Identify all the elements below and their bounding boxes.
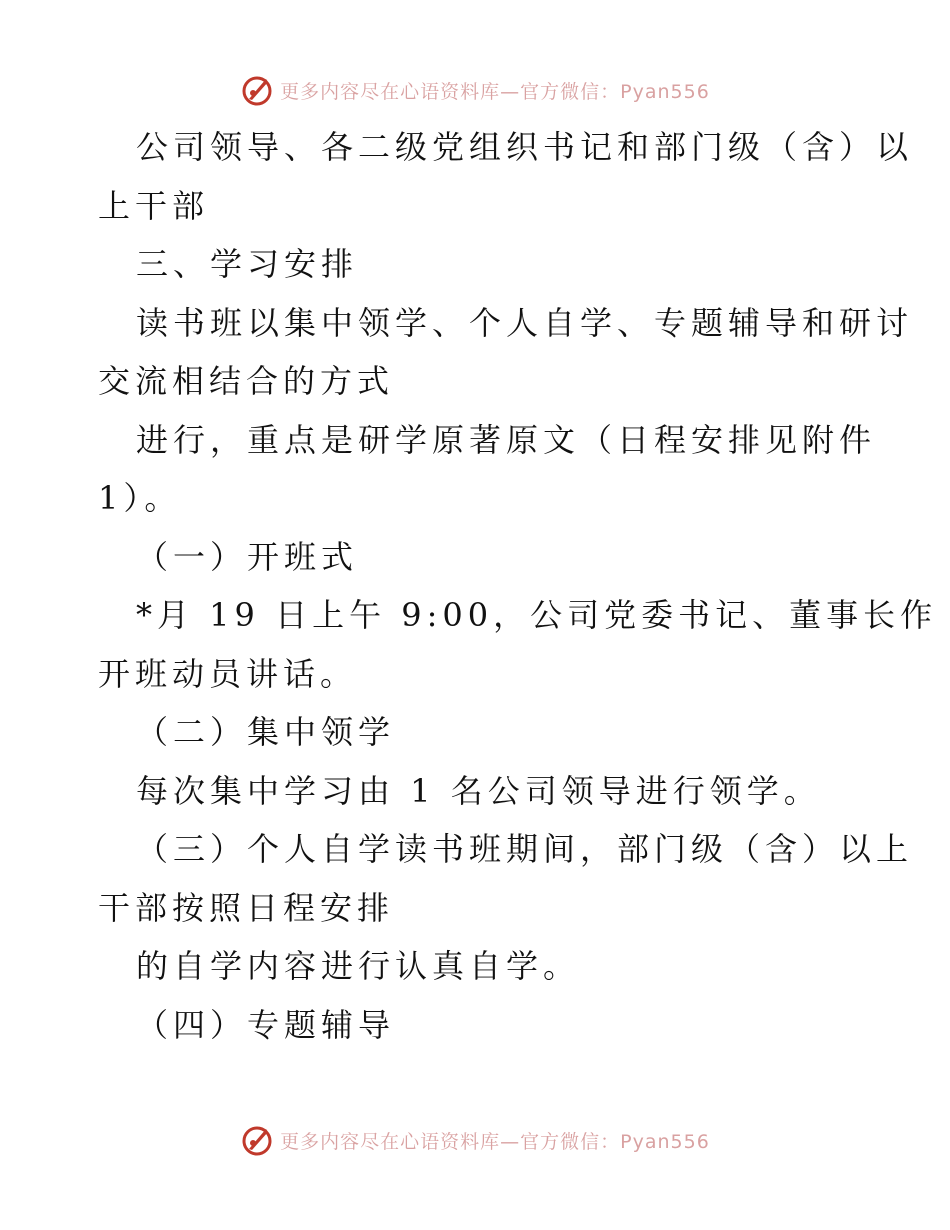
paragraph-line: 干部按照日程安排 [98,888,395,927]
paragraph-line: *月 19 日上午 9:00，公司党委书记、董事长作 [136,596,938,634]
paragraph-line: 进行，重点是研学原著原文（日程安排见附件 [136,420,877,459]
document-body [98,118,938,1054]
subsection-heading: （四）专题辅导 [136,1005,396,1044]
subsection-heading: （二）集中领学 [136,713,396,751]
page-footer-banner [0,1120,950,1160]
section-heading: 三、学习安排 [136,245,359,283]
quill-seal-icon [240,1123,274,1157]
paragraph-line: 1）。 [98,479,182,517]
page-header-banner [0,70,950,110]
footer-banner-text: 更多内容尽在心语资料库—官方微信：Pyan556 [280,1130,710,1153]
paragraph-line: 上干部 [98,186,210,225]
header-banner-text: 更多内容尽在心语资料库—官方微信：Pyan556 [280,80,710,103]
paragraph-line: 读书班以集中领学、个人自学、专题辅导和研讨 [136,303,914,342]
paragraph-line: （三）个人自学读书班期间，部门级（含）以上 [136,830,914,868]
quill-seal-icon [240,73,274,107]
subsection-heading: （一）开班式 [136,537,359,576]
paragraph-line: 公司领导、各二级党组织书记和部门级（含）以 [136,128,914,166]
paragraph-line: 交流相结合的方式 [98,362,395,400]
paragraph-line: 每次集中学习由 1 名公司领导进行领学。 [136,771,821,810]
paragraph-line: 的自学内容进行认真自学。 [136,947,581,985]
paragraph-line: 开班动员讲话。 [98,654,358,693]
